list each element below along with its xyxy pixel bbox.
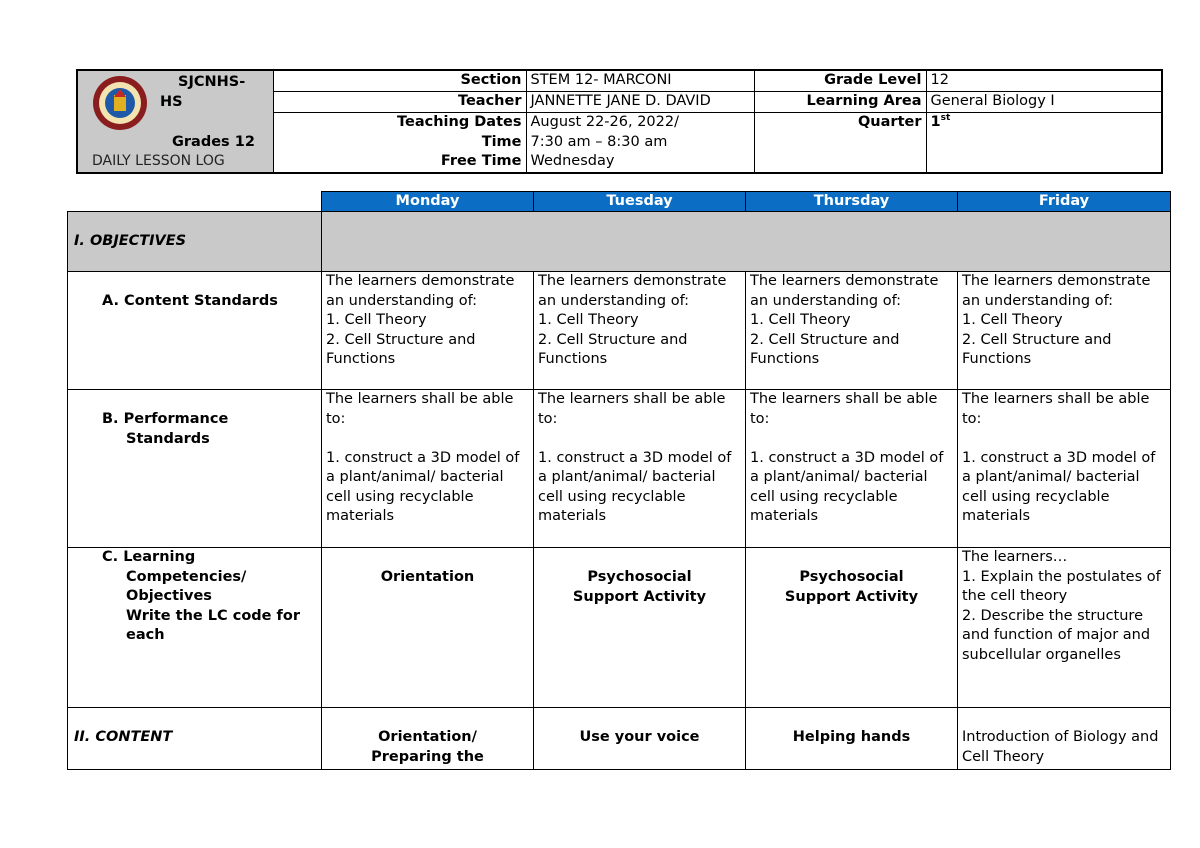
content-thursday: Helping hands <box>746 708 958 770</box>
section-value: STEM 12- MARCONI <box>526 70 754 92</box>
learning-competencies-monday: Orientation <box>322 548 534 708</box>
objectives-heading: I. OBJECTIVES <box>68 212 322 272</box>
lesson-log-table <box>67 191 1171 770</box>
quarter-value: 1st <box>926 113 1162 173</box>
content-tuesday: Use your voice <box>534 708 746 770</box>
grade-level-label: Grade Level <box>754 70 926 92</box>
corner-blank <box>68 192 322 212</box>
time-label: Time <box>481 133 522 150</box>
grades-label: Grades 12 <box>172 134 255 150</box>
content-standards-thursday: The learners demonstrate an understanding of: 1. Cell Theory 2. Cell Structure and Functions <box>746 272 958 390</box>
learning-competencies-tuesday: Psychosocial Support Activity <box>534 548 746 708</box>
school-seal-icon <box>92 75 148 131</box>
day-header-thursday: Thursday <box>746 192 958 212</box>
performance-standards-tuesday: The learners shall be able to: 1. construct a 3D model of a plant/animal/ bacterial cell using recyclable materials <box>534 390 746 548</box>
teacher-label: Teacher <box>273 92 526 113</box>
grade-level-value: 12 <box>926 70 1162 92</box>
performance-standards-thursday: The learners shall be able to: 1. construct a 3D model of a plant/animal/ bacterial cell using recyclable materials <box>746 390 958 548</box>
teaching-dates-label: Teaching Dates Time Free Time <box>273 113 526 173</box>
content-standards-label: A. Content Standards <box>68 272 322 390</box>
free-time-label: Free Time <box>440 153 522 169</box>
quarter-label: Quarter <box>754 113 926 173</box>
school-name-line2: HS <box>160 94 183 110</box>
teaching-dates-value: August 22-26, 2022/ 7:30 am – 8:30 am Wednesday <box>526 113 754 173</box>
log-title: DAILY LESSON LOG <box>92 153 225 169</box>
learning-area-label: Learning Area <box>754 92 926 113</box>
day-header-monday: Monday <box>322 192 534 212</box>
performance-standards-monday: The learners shall be able to: 1. construct a 3D model of a plant/animal/ bacterial cell using recyclable materials <box>322 390 534 548</box>
learning-area-value: General Biology I <box>926 92 1162 113</box>
day-header-tuesday: Tuesday <box>534 192 746 212</box>
performance-standards-label: B. Performance Standards <box>68 390 322 548</box>
performance-standards-friday: The learners shall be able to: 1. construct a 3D model of a plant/animal/ bacterial cell using recyclable materials <box>958 390 1171 548</box>
section-label: Section <box>273 70 526 92</box>
teacher-value: JANNETTE JANE D. DAVID <box>526 92 754 113</box>
time-value: 7:30 am – 8:30 am <box>530 133 668 150</box>
header-table <box>76 69 1163 174</box>
school-info-cell <box>77 70 273 173</box>
content-standards-friday: The learners demonstrate an understanding of: 1. Cell Theory 2. Cell Structure and Functions <box>958 272 1171 390</box>
content-monday: Orientation/ Preparing the <box>322 708 534 770</box>
learning-competencies-friday: The learners… 1. Explain the postulates of the cell theory 2. Describe the structure and function of major and subcellular organelles <box>958 548 1171 708</box>
content-standards-tuesday: The learners demonstrate an understanding of: 1. Cell Theory 2. Cell Structure and Functions <box>534 272 746 390</box>
objectives-band <box>322 212 1171 272</box>
content-heading: II. CONTENT <box>68 708 322 770</box>
school-name-line1: SJCNHS- <box>178 74 246 90</box>
learning-competencies-label: C. Learning Competencies/ Objectives Write the LC code for each <box>68 548 322 708</box>
learning-competencies-thursday: Psychosocial Support Activity <box>746 548 958 708</box>
content-standards-monday: The learners demonstrate an understanding of: 1. Cell Theory 2. Cell Structure and Functions <box>322 272 534 390</box>
content-friday: Introduction of Biology and Cell Theory <box>958 708 1171 770</box>
free-time-value: Wednesday <box>530 153 615 169</box>
day-header-friday: Friday <box>958 192 1171 212</box>
